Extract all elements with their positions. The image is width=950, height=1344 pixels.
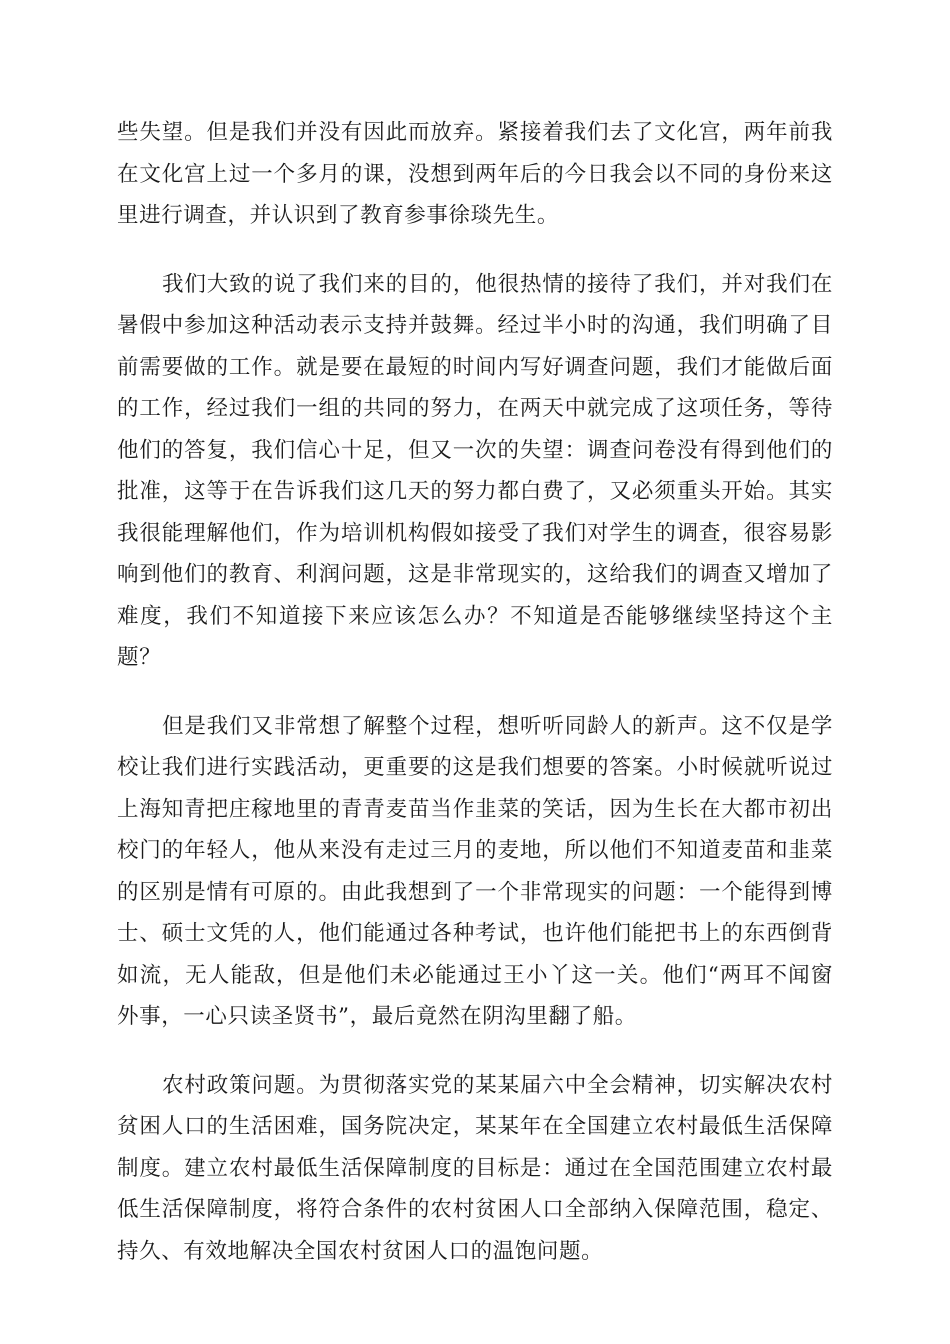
paragraph-3: 但是我们又非常想了解整个过程，想听听同龄人的新声。这不仅是学校让我们进行实践活动，更重要的这是我们想要的答案。小时候就听说过上海知青把庄稼地里的青青麦苗当作韭菜的笑话，因为生长在大都市初出校门的年轻人，他从来没有走过三月的麦地，所以他们不知道麦苗和韭菜的区别是情有可原的。由此我想到了一个非常现实的问题：一个能得到博士、硕士文凭的人，他们能通过各种考试，也许他们能把书上的东西倒背如流，无人能敌，但是他们未必能通过王小丫这一关。他们“两耳不闻窗外事，一心只读圣贤书”，最后竟然在阴沟里翻了船。 xyxy=(117,713,833,1029)
paragraph-1: 些失望。但是我们并没有因此而放弃。紧接着我们去了文化宫，两年前我在文化宫上过一个多月的课，没想到两年后的今日我会以不同的身份来这里进行调查，并认识到了教育参事徐琰先生。 xyxy=(117,120,833,228)
document-page xyxy=(117,112,833,1299)
paragraph-4: 农村政策问题。为贯彻落实党的某某届六中全会精神，切实解决农村贫困人口的生活困难，国务院决定，某某年在全国建立农村最低生活保障制度。建立农村最低生活保障制度的目标是：通过在全国范围建立农村最低生活保障制度，将符合条件的农村贫困人口全部纳入保障范围，稳定、持久、有效地解决全国农村贫困人口的温饱问题。 xyxy=(117,1072,833,1264)
paragraph-2: 我们大致的说了我们来的目的，他很热情的接待了我们，并对我们在暑假中参加这种活动表示支持并鼓舞。经过半小时的沟通，我们明确了目前需要做的工作。就是要在最短的时间内写好调查问题，我们才能做后面的工作，经过我们一组的共同的努力，在两天中就完成了这项任务，等待他们的答复，我们信心十足，但又一次的失望：调查问卷没有得到他们的批准，这等于在告诉我们这几天的努力都白费了，又必须重头开始。其实我很能理解他们，作为培训机构假如接受了我们对学生的调查，很容易影响到他们的教育、利润问题，这是非常现实的，这给我们的调查又增加了难度，我们不知道接下来应该怎么办？不知道是否能够继续坚持这个主题？ xyxy=(117,271,833,670)
